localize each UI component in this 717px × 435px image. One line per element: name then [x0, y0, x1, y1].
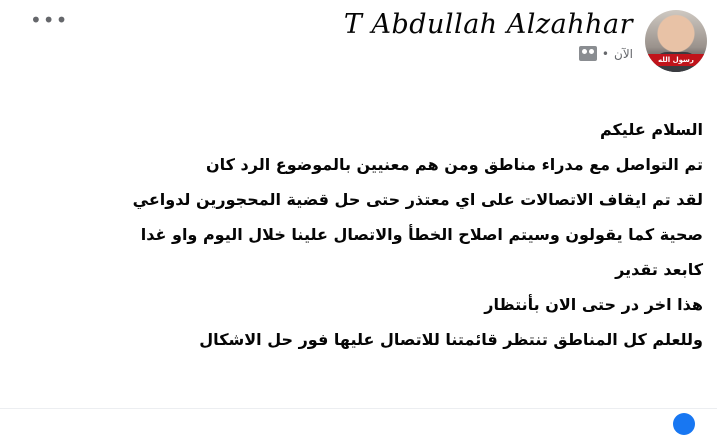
post-body	[13, 112, 703, 357]
meta-separator: •	[601, 46, 609, 61]
post-footer	[0, 408, 717, 422]
post-line: كابعد تقدير	[615, 260, 703, 279]
author-block	[344, 8, 633, 61]
more-options-icon[interactable]: •••	[30, 8, 69, 32]
avatar[interactable]	[645, 10, 707, 72]
post-line: السلام عليكم	[599, 120, 703, 139]
post-meta	[344, 46, 633, 61]
post-header	[344, 8, 707, 72]
post-line: تم التواصل مع مدراء مناطق ومن هم معنيين بالموضوع الرد كان	[206, 155, 703, 174]
friends-audience-icon[interactable]	[579, 46, 597, 61]
post-timestamp[interactable]: الآن	[614, 46, 633, 61]
post-line: هذا اخر در حتى الان بأنتظار	[484, 295, 703, 314]
author-name[interactable]: T Abdullah Alzahhar	[343, 9, 633, 40]
avatar-caption: رسول الله	[645, 54, 707, 66]
post-line: صحية كما يقولون وسيتم اصلاح الخطأ والاتصال علينا خلال اليوم واو غدا	[140, 225, 703, 244]
post-line: لقد تم ايقاف الاتصالات على اي معتذر حتى حل قضية المحجورين لدواعي	[132, 190, 703, 209]
reaction-icon[interactable]	[673, 413, 695, 435]
post-line: وللعلم كل المناطق تنتظر قائمتنا للاتصال عليها فور حل الاشكال	[199, 330, 703, 349]
